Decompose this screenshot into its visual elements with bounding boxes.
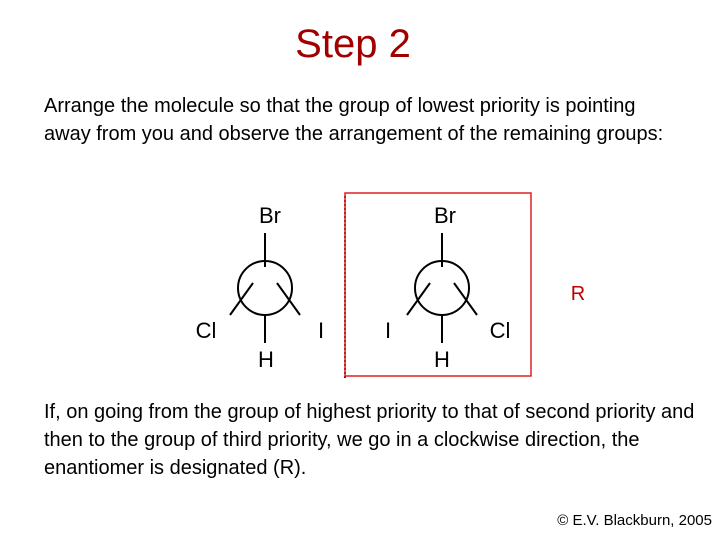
atom-label-top-left: Br (259, 203, 281, 228)
atom-label-left-left: Cl (195, 318, 217, 343)
copyright-credit: © E.V. Blackburn, 2005 (557, 512, 712, 529)
atom-label-bottom-left: H (258, 347, 274, 372)
configuration-label: R (570, 283, 586, 305)
atom-label-right-left: I (317, 318, 325, 343)
explanation-text: If, on going from the group of highest priority to that of second priority and then to the group of third priority, we go in a clockwise direction, the enantiomer is designated (R). (44, 401, 695, 479)
intro-text: Arrange the molecule so that the group of lowest priority is pointing away from you and observe the arrangement of the remaining groups: (44, 95, 664, 145)
atom-label-bottom-right: H (434, 347, 450, 372)
atom-label-top-right: Br (434, 203, 456, 228)
atom-label-right-right: Cl (489, 318, 511, 343)
carbon-circle-left (238, 261, 292, 315)
molecule-left (196, 203, 324, 372)
carbon-circle-right (415, 261, 469, 315)
slide-title: Step 2 (295, 22, 411, 66)
atom-label-left-right: I (384, 318, 392, 343)
molecule-right (385, 203, 510, 372)
